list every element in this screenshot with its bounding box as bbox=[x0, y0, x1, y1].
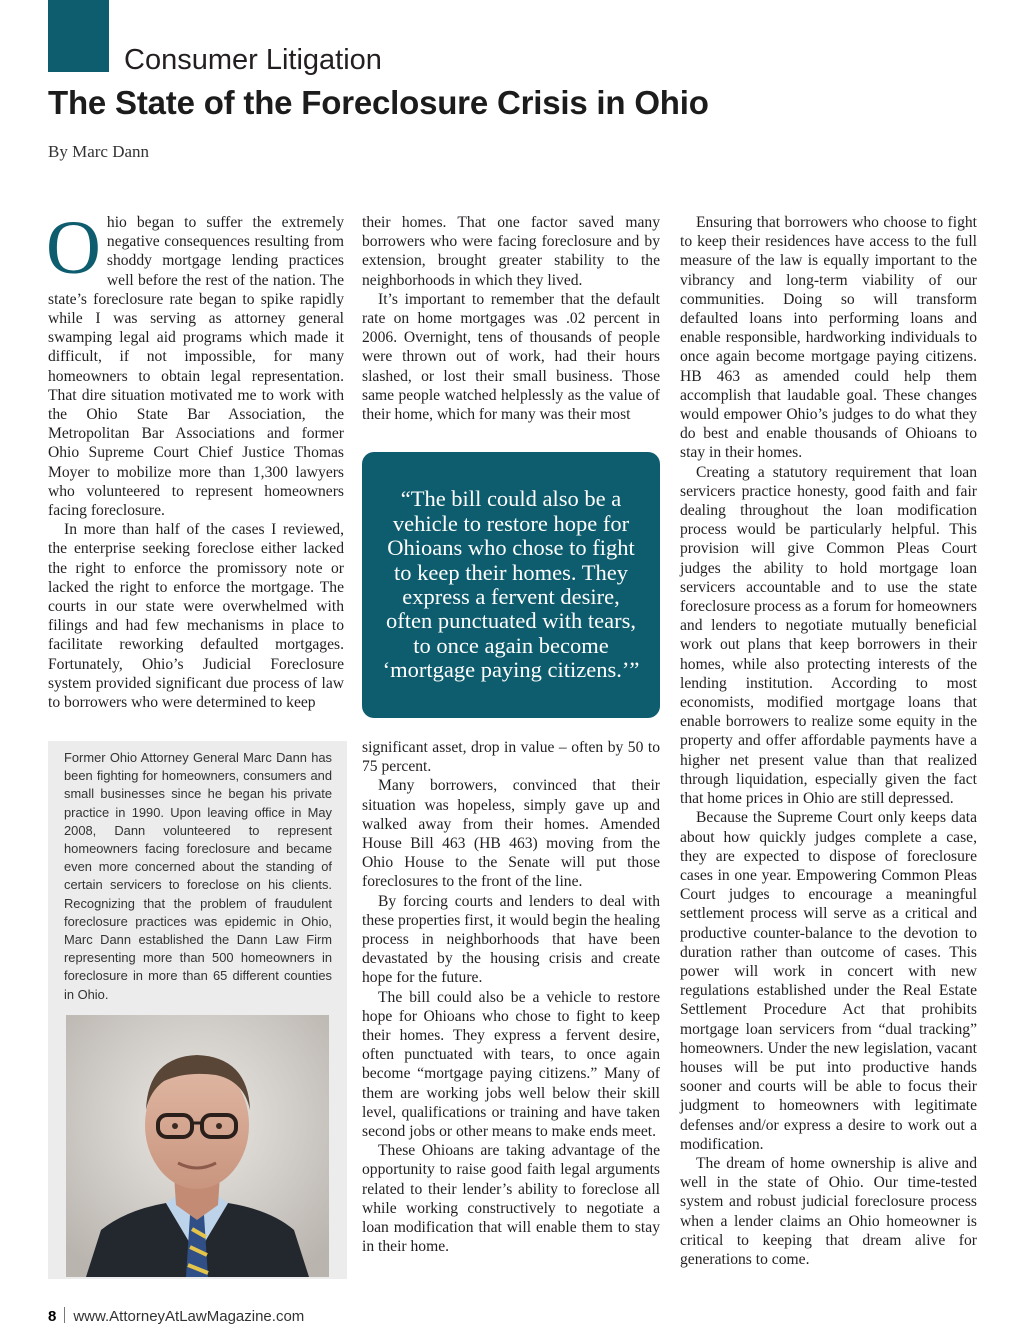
byline: By Marc Dann bbox=[48, 142, 150, 161]
article-title: The State of the Foreclosure Crisis in Ohio bbox=[48, 84, 709, 121]
author-photo bbox=[66, 1015, 329, 1277]
pull-quote-box bbox=[362, 452, 660, 718]
article-column-3 bbox=[680, 213, 977, 1269]
author-bio-box bbox=[48, 741, 347, 1279]
section-accent-block bbox=[48, 0, 109, 72]
article-paragraph: Ensuring that borrowers who choose to fight to keep their residences have access to the full measure of the law is equally important to the vibrancy and long-term viability of our communities. Doing so will transform defaulted loans into performing loans and enable responsible, hardworking individuals to once again become mortgage paying citizens. HB 463 as amended could help them accomplish that laudable goal. These changes would empower Ohio’s judges to do what they do best and enable thousands of Ohioans to stay in their homes. bbox=[680, 214, 977, 462]
article-paragraph: Because the Supreme Court only keeps data about how quickly judges complete a case, they are expected to dispose of foreclosure cases in one year. Empowering Common Pleas Court judges to encourage a meaningful settlement process will serve as a critical and productive counter-balance to the devotion to duration rather than outcome of cases. This power will work in concert with new regulations established under the Real Estate Settlement Procedure Act that prohibits mortgage loan servicers from “dual tracking” homeowners. Under the new legislation, vacant houses will be put into productive hands sooner and courts will be able to focus their judgment to homeowners with legitimate defenses and/or express a desire to work out a modification. bbox=[680, 809, 977, 1153]
article-column-1 bbox=[46, 206, 344, 712]
article-column-2-top bbox=[362, 213, 660, 424]
page-footer bbox=[48, 1307, 304, 1325]
article-paragraph: These Ohioans are taking advantage of the opportunity to raise good faith legal arguments related to their lender’s ability to foreclose all while working constructively to negotiate a loan modification that will enable them to stay in their home. bbox=[362, 1142, 660, 1256]
article-column-2-bottom bbox=[362, 738, 660, 1256]
article-paragraph: significant asset, drop in value – often by 50 to 75 percent. bbox=[362, 739, 660, 776]
article-paragraph: In more than half of the cases I reviewed, the enterprise seeking foreclose either lacked the right to enforce the promissory note or lacked the right to enforce the mortgage. The courts in our state were overwhelmed with filings and had few mechanisms in place to facilitate reworking defaulted mortgages. Fortunately, Ohio’s Judicial Foreclosure system provided significant due process of law to borrowers who were determined to keep bbox=[48, 521, 344, 712]
author-portrait-icon bbox=[66, 1015, 329, 1277]
article-paragraph: Many borrowers, convinced that their situation was hopeless, simply gave up and walked away from their homes. Amended House Bill 463 (HB 463) moving from the Ohio House to the Senate will put those foreclosures to the front of the line. bbox=[362, 777, 660, 891]
page-number: 8 bbox=[48, 1308, 57, 1325]
article-paragraph: By forcing courts and lenders to deal with these properties first, it would begin the healing process in neighborhoods that have been devastated by the housing crisis and create hope for the future. bbox=[362, 892, 660, 987]
pull-quote-text: “The bill could also be a vehicle to restore hope for Ohioans who chose to fight to keep their homes. They express a fervent desire, often punctuated with tears, to once again become ‘mortgage paying citizens.’” bbox=[382, 486, 640, 683]
footer-url: www.AttorneyAtLawMagazine.com bbox=[73, 1308, 305, 1325]
footer-divider bbox=[64, 1307, 65, 1323]
article-paragraph: Creating a statutory requirement that loan servicers practice honesty, good faith and fair dealing throughout the loan modification process would be particularly helpful. This provision will give Common Pleas Court judges the ability to hold mortgage loan servicers accountable and to use the state foreclosure process as a forum for homeowners and lenders to negotiate mutually beneficial work out plans that keep borrowers in their homes, while also protecting interests of the lending institution. According to most economists, modified mortgage loans that enable borrowers to realize some equity in the property and offer affordable payments have a higher net present value than that realized through liquidation, especially given the fact that home prices in Ohio are still depressed. bbox=[680, 463, 977, 808]
article-paragraph: their homes. That one factor saved many borrowers who were facing foreclosure and by extension, brought greater stability to the neighborhoods in which they lived. bbox=[362, 214, 660, 289]
article-paragraph: The dream of home ownership is alive and well in the state of Ohio. Our time-tested system and robust judicial foreclosure process when a lender claims an Ohio homeowner is critical to keeping that dream alive for generations to come. bbox=[680, 1154, 977, 1268]
article-paragraph: The bill could also be a vehicle to restore hope for Ohioans who chose to fight to keep their homes. They express a fervent desire, often punctuated with tears, to once again become “mortgage paying citizens.” Many of them are working jobs well below their skill level, qualifications or training and have taken second jobs or other means to make ends meet. bbox=[362, 988, 660, 1141]
article-paragraph: Ohio began to suffer the extremely negative consequences resulting from shoddy mortgage lending practices well before the rest of the nation. The state’s foreclosure rate began to spike rapidly while I was serving as attorney general swamping legal aid programs which made it difficult, if not impossible, for many homeowners to obtain legal representation. That dire situation motivated me to work with the Ohio State Bar Association, the Metropolitan Bar Associations and former Ohio Supreme Court Chief Justice Thomas Moyer to mobilize more than 1,300 lawyers who volunteered to represent homeowners facing foreclosure. bbox=[46, 206, 344, 520]
article-paragraph: It’s important to remember that the default rate on home mortgages was .02 percent in 2006. Overnight, tens of thousands of people were thrown out of work, had their hours slashed, or lost their small business. Those same people watched helplessly as the value of their home, which for many was their most bbox=[362, 290, 660, 424]
author-bio-text: Former Ohio Attorney General Marc Dann has been fighting for homeowners, consumers and small businesses since he began his private practice in 1990. Upon leaving office in May 2008, Dann volunteered to represent homeowners facing foreclosure and became even more concerned about the standing of certain servicers to foreclose on his clients. Recognizing that the problem of fraudulent foreclosure practices was epidemic in Ohio, Marc Dann established the Dann Law Firm representing more than 500 homeowners in foreclosure in more than 65 different counties in Ohio. bbox=[64, 750, 332, 1002]
drop-cap: O bbox=[46, 206, 101, 290]
section-heading: Consumer Litigation bbox=[124, 44, 382, 76]
